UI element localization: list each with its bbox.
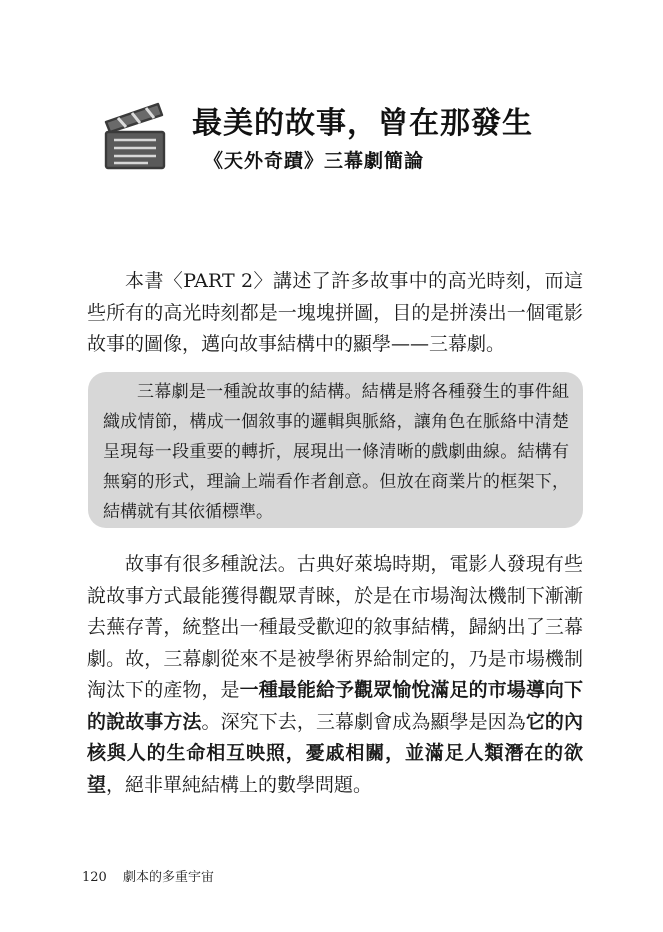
page-title: 最美的故事，曾在那發生 [192, 106, 533, 141]
body-text-2: 。深究下去，三幕劇會成為顯學是因為 [201, 710, 526, 733]
film-clapperboard-icon [100, 98, 170, 172]
body-text-1: 故事有很多種說法。古典好萊塢時期，電影人發現有些說故事方式最能獲得觀眾青睞，於是在市場淘汰機制下漸漸去蕪存菁，統整出一種最受歡迎的敘事結構，歸納出了三幕劇。故，三幕劇從來不是被學術界給制定的，乃是市場機制淘汰下的產物，是 [87, 553, 583, 701]
definition-callout-box [88, 372, 583, 528]
body-bold-2: 它的內核與人的生命相互映照，憂戚相關，並滿足人類潛在的欲望 [87, 710, 583, 796]
page-subtitle: 《天外奇蹟》三幕劇簡論 [204, 150, 425, 172]
page-footer [82, 866, 226, 885]
intro-paragraph: 本書〈PART 2〉講述了許多故事中的高光時刻，而這些所有的高光時刻都是一塊塊拼圖，目的是拼湊出一個電影故事的圖像，邁向故事結構中的顯學——三幕劇。 [87, 270, 583, 355]
callout-text: 三幕劇是一種說故事的結構。結構是將各種發生的事件組織成情節，構成一個敘事的邏輯與脈絡，讓角色在脈絡中清楚呈現每一段重要的轉折，展現出一條清晰的戲劇曲線。結構有無窮的形式，理論上端看作者創意。但放在商業片的框架下，結構就有其依循標準。 [103, 382, 569, 522]
body-paragraph [87, 549, 583, 801]
body-text-3: ，絕非單純結構上的數學問題。 [106, 773, 373, 796]
body-bold-1: 一種最能給予觀眾愉悅滿足的市場導向下的說故事方法 [87, 679, 583, 733]
running-book-title: 劇本的多重宇宙 [122, 870, 214, 885]
page-number: 120 [82, 870, 107, 885]
